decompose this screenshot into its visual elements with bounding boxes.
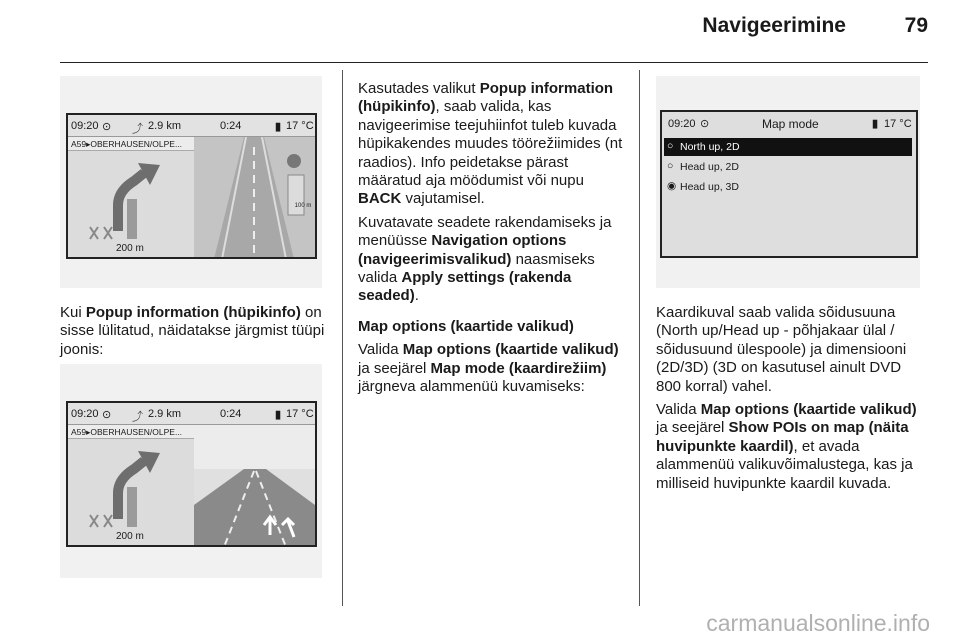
- speed-indicator: 100 m: [294, 203, 312, 209]
- guidance-pane: [68, 425, 194, 545]
- turn-distance: 200 m: [116, 243, 144, 254]
- text-column-2: [358, 80, 624, 402]
- radio-off-icon: ○: [667, 140, 674, 152]
- nav-screen: [66, 113, 317, 259]
- section-heading: Map options (kaartide valikud): [358, 317, 574, 335]
- status-bar: [68, 403, 315, 425]
- route-distance-icon: ⤴: [132, 411, 143, 423]
- turn-arrow-icon: [68, 439, 194, 529]
- radio-on-icon: ◉: [667, 180, 677, 192]
- page-number: 79: [904, 14, 928, 37]
- status-bar: [662, 112, 916, 134]
- clock: 09:20: [71, 408, 99, 420]
- route-label: A59▸OBERHAUSEN/OLPE...: [68, 425, 194, 439]
- clock-icon: ⊙: [102, 409, 112, 421]
- turn-arrow-icon: [68, 151, 194, 241]
- junction-image: [194, 137, 315, 259]
- clock-icon: ⊙: [102, 121, 112, 133]
- option-head-up-3d[interactable]: ◉ Head up, 3D: [667, 180, 739, 193]
- radio-off-icon: ○: [667, 160, 674, 172]
- thermometer-icon: ▮: [275, 409, 282, 421]
- clock: 09:20: [71, 120, 99, 132]
- option-north-up-2d[interactable]: ○ North up, 2D: [664, 138, 912, 156]
- text-column-1: [60, 304, 326, 364]
- eta: 0:24: [220, 120, 242, 132]
- text-column-3: [656, 304, 926, 498]
- eta: 0:24: [220, 408, 242, 420]
- junction-view: [194, 137, 315, 257]
- paragraph: Valida Map options (kaartide valikud) ja seejärel Map mode (kaardirežiim) järgneva alammenüü kuvamiseks:: [358, 341, 619, 396]
- column-divider: [342, 70, 343, 606]
- watermark: carmanualsonline.info: [706, 610, 930, 636]
- route-distance-icon: ⤴: [132, 123, 143, 135]
- status-bar: [68, 115, 315, 137]
- route-distance: 2.9 km: [148, 408, 182, 420]
- screen-title: Map mode: [762, 117, 819, 131]
- thermometer-icon: ▮: [275, 121, 282, 133]
- guidance-pane: [68, 137, 194, 257]
- option-head-up-2d[interactable]: ○ Head up, 2D: [667, 160, 739, 173]
- highway-3d-image: [194, 425, 315, 547]
- header-rule: [60, 62, 928, 63]
- temperature: 17 °C: [884, 118, 912, 130]
- paragraph: Kasutades valikut Popup information (hüpikinfo), saab valida, kas navigeerimise teejuhiinfot tuleb kuvada hüpikakendes muudes töörežiimides (nt raadios). Info peidetakse pärast määratud aja möödumist või nupu BACK vajutamisel.: [358, 80, 623, 208]
- paragraph: Kui Popup information (hüpikinfo) on sisse lülitatud, näidatakse järgmist tüüpi joonis:: [60, 304, 325, 358]
- paragraph: Kaardikuval saab valida sõidusuuna (North up/Head up - põhjakaar ülal / sõidusuund ülespoole) ja dimensiooni (2D/3D) (3D on kasutusel ainult DVD 800 korral) vahel.: [656, 304, 907, 395]
- paragraph: Valida Map options (kaartide valikud) ja seejärel Show POIs on map (näita huvipunkte kaardil), et avada alammenüü valikuvõimalustega, kas ja milliseid huvipunkte kaardil kuvada.: [656, 401, 917, 492]
- map-mode-screen: [660, 110, 918, 258]
- route-label: A59▸OBERHAUSEN/OLPE...: [68, 137, 194, 151]
- junction-view: [194, 425, 315, 545]
- column-divider: [639, 70, 640, 606]
- route-distance: 2.9 km: [148, 120, 182, 132]
- temperature: 17 °C: [286, 120, 314, 132]
- nav-screen: [66, 401, 317, 547]
- paragraph: Kuvatavate seadete rakendamiseks ja menüüsse Navigation options (navigeerimisvalikud) naasmiseks valida Apply settings (rakenda seaded).: [358, 213, 612, 305]
- clock-icon: ⊙: [700, 118, 710, 130]
- turn-distance: 200 m: [116, 531, 144, 542]
- clock: 09:20: [668, 118, 696, 130]
- page-header-title: Navigeerimine: [702, 14, 846, 37]
- thermometer-icon: ▮: [872, 118, 879, 130]
- temperature: 17 °C: [286, 408, 314, 420]
